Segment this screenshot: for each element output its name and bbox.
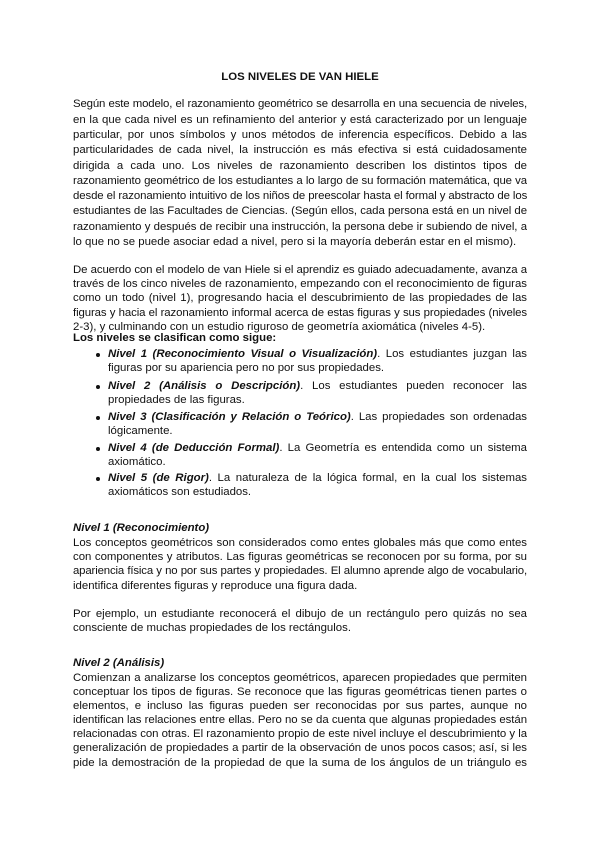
paragraph-intro — [73, 97, 527, 250]
level-description: . La Geometría es entendida como un sistema — [279, 442, 527, 454]
text-line — [108, 410, 527, 424]
text-line: lógicamente. — [108, 425, 173, 437]
text-line: Los conceptos geométricos son considerados como entes globales más que como entes — [73, 536, 527, 549]
text-line: axiomático. — [108, 456, 166, 468]
level-label: Nivel 4 (de Deducción Formal) — [108, 442, 280, 454]
level-label: Nivel 3 (Clasificación y Relación o Teórico) — [108, 411, 351, 423]
text-line — [108, 441, 527, 455]
level-label: Nivel 1 (Reconocimiento Visual o Visualización) — [108, 348, 378, 360]
text-line: 2-3), y culminando con un estudio riguroso de geometría axiomática (niveles 4-5). — [73, 321, 486, 334]
paragraph-nivel2 — [73, 671, 527, 770]
text-line — [108, 379, 527, 393]
text-line: De acuerdo con el modelo de van Hiele si el aprendiz es guiado adecuadamente, avanza a — [73, 263, 527, 276]
text-line: elementos, e incluso las figuras pueden ser reconocidas por sus partes, aunque no — [73, 700, 527, 713]
text-line: razonamiento y después de recibir una instrucción, la persona debe ir subiendo de nivel, a — [73, 220, 527, 233]
level-description: . Los estudiantes pueden reconocer las — [300, 380, 527, 392]
nivel2-heading: Nivel 2 (Análisis) — [73, 657, 165, 669]
text-line: figuras y hacia el razonamiento informal acerca de estas figuras y sus propiedades (niveles — [73, 306, 527, 319]
level-description: . La naturaleza de la lógica formal, en la cual los sistemas — [208, 472, 527, 484]
paragraph-example — [73, 607, 527, 636]
paragraph-model — [73, 263, 527, 334]
text-line: razonamiento geométrico de los estudiantes a lo largo de su formación matemática, que va — [73, 174, 527, 187]
text-line: figuras por su apariencia pero no por sus propiedades. — [108, 362, 385, 374]
level-label: Nivel 5 (de Rigor) — [108, 472, 209, 484]
text-line: axiomáticos son estudiados. — [108, 486, 252, 498]
text-line: apariencia física y no por sus partes y propiedades. El alumno aprende algo de vocabulario, — [73, 565, 527, 578]
text-line: generalización de propiedades a partir de la observación de unos pocos casos; así, si les — [73, 742, 527, 755]
text-line: través de los cinco niveles de razonamiento, empezando con el reconocimiento de figuras — [73, 278, 527, 291]
text-line: Según este modelo, el razonamiento geométrico se desarrolla en una secuencia de niveles, — [73, 98, 527, 111]
level-list-item — [108, 441, 527, 469]
document-title: LOS NIVELES DE VAN HIELE — [221, 71, 379, 83]
text-line: dirigida a cada uno. Los niveles de razonamiento describen los distintos tipos de — [73, 159, 527, 172]
text-line: consciente de muchas propiedades de los rectángulos. — [73, 622, 351, 635]
text-line — [108, 347, 527, 361]
text-line: particular, por unos símbolos y unos métodos de inferencia específicos. Debido a las — [73, 128, 527, 141]
nivel1-heading: Nivel 1 (Reconocimiento) — [73, 522, 210, 534]
paragraph-nivel1 — [73, 536, 527, 593]
text-line: particularidades de cada nivel, la instrucción es más efectiva si está cuidadosamente — [73, 144, 527, 157]
text-line: como un todo (nivel 1), progresando hacia el descubrimiento de las propiedades de las — [73, 292, 527, 305]
bullet-icon — [96, 447, 100, 451]
bullet-icon — [96, 477, 100, 481]
text-line: identifica diferentes figuras y reproduce una figura dada. — [73, 579, 358, 592]
text-line: estudiantes de las Facultades de Ciencias. (Según ellos, cada persona está en un nivel de — [73, 205, 527, 218]
level-label: Nivel 2 (Análisis o Descripción) — [108, 380, 301, 392]
text-line — [108, 471, 527, 485]
text-line: Comienzan a analizarse los conceptos geométricos, aparecen propiedades que permiten — [73, 671, 527, 684]
bullet-icon — [96, 353, 100, 357]
bullet-icon — [96, 416, 100, 420]
text-line: relacionadas con otras. El razonamiento propio de este nivel incluye el descubrimiento y la — [73, 728, 527, 741]
text-line: propiedades de las figuras. — [108, 394, 245, 406]
text-line: identifican las relaciones entre ellas. Pero no se da cuenta que algunas propiedades están — [73, 714, 527, 727]
text-line: desde el razonamiento intuitivo de los niños de preescolar hasta el formal y abstracto de los — [73, 190, 527, 203]
level-list-item — [108, 379, 527, 407]
text-line: Por ejemplo, un estudiante reconocerá el dibujo de un rectángulo pero quizás no sea — [73, 607, 527, 620]
level-description: . Las propiedades son ordenadas — [350, 411, 527, 423]
level-list-item — [108, 471, 527, 499]
text-line: con componentes y atributos. Las figuras geométricas se reconocen por su forma, por su — [73, 551, 527, 564]
bullet-icon — [96, 385, 100, 389]
text-line: en la que cada nivel es un refinamiento del anterior y está caracterizado por un lenguaje — [73, 113, 527, 126]
text-line: lo que no se puede asociar edad a nivel, pero si la mayoría deberán estar en el mismo). — [73, 236, 517, 249]
text-line: conceptuar los tipos de figuras. Se reconoce que las figuras geométricas tienen partes o — [73, 686, 527, 699]
level-list-item — [108, 347, 527, 375]
text-line: pide la demostración de la propiedad de que la suma de los ángulos de un triángulo es — [73, 756, 527, 769]
level-description: . Los estudiantes juzgan las — [377, 348, 527, 360]
levels-heading: Los niveles se clasifican como sigue: — [73, 332, 277, 344]
level-list-item — [108, 410, 527, 438]
